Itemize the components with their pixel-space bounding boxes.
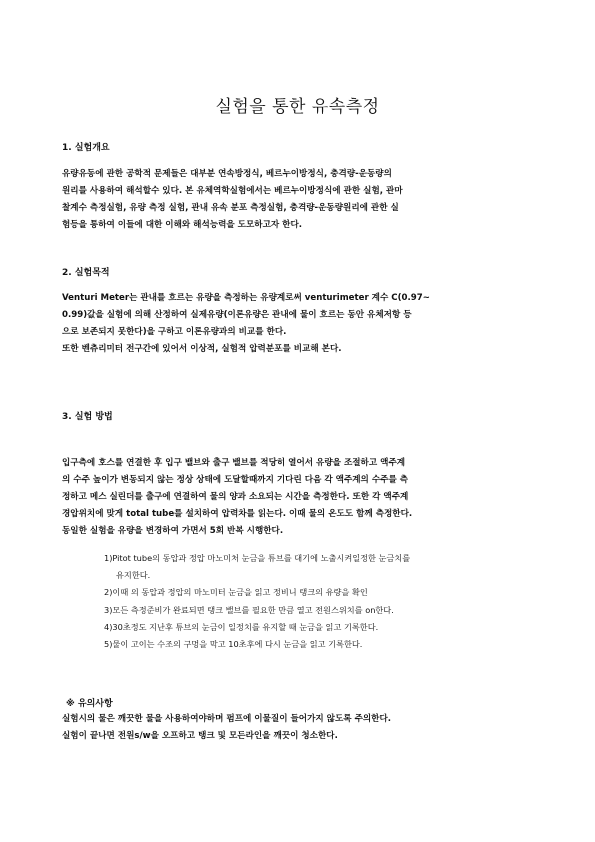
section-2-line: 으로 보존되지 못한다)을 구하고 이론유량과의 비교를 한다.: [62, 327, 287, 337]
procedure-step: 3)모든 측정준비가 완료되면 탱크 밸브를 필요한 만큼 열고 전원스위치를 on한다.: [104, 604, 394, 615]
notes-heading: ※ 유의사항: [66, 699, 113, 709]
procedure-steps-list: [104, 550, 534, 653]
document-title: 실험을 통한 유속측정: [215, 97, 380, 117]
section-1-paragraph: [62, 166, 532, 234]
notes-line: 실험시의 물은 깨끗한 물을 사용하여야하며 펌프에 이물질이 들어가지 않도록 주의한다.: [62, 714, 392, 724]
section-2-paragraph: [62, 290, 532, 358]
section-3-heading: 3. 실험 방법: [62, 412, 113, 422]
procedure-step: 1)Pitot tube의 동압과 정압 마노미처 눈금을 튜브를 대기에 노출시켜일정한 눈금치를: [104, 553, 411, 563]
procedure-step: 5)물이 고이는 수조의 구멍을 막고 10초후에 다시 눈금을 읽고 기록한다.: [104, 639, 363, 650]
section-3-line: 경압위치에 맞게 total tube를 설치하여 압력차를 읽는다. 이때 물의 온도도 함께 측정한다.: [62, 509, 413, 519]
procedure-step: 4)30초정도 지난후 튜브의 눈금이 일정치를 유지할 때 눈금을 읽고 기록한다.: [104, 621, 379, 632]
section-1-line: 찰계수 측정실험, 유량 측정 실험, 관내 유속 분포 측정실험, 충격량-운동량원리에 관한 실: [62, 203, 399, 213]
section-2-line: 0.99)값을 실험에 의해 산정하여 실제유량(이론유량은 관내에 물이 흐르는 동안 유체저항 등: [62, 310, 412, 320]
procedure-step: 2)이때 의 동압과 정압의 마노미터 눈금을 읽고 정비니 탱크의 유량을 확인: [104, 587, 368, 598]
procedure-step-continuation: 유지한다.: [116, 570, 151, 581]
notes-paragraph: [62, 711, 532, 745]
section-3-line: 동일한 실험을 유량을 변경하여 가면서 5회 반복 시행한다.: [62, 526, 284, 536]
section-2-line: Venturi Meter는 관내를 흐르는 유량을 측정하는 유량계로써 venturimeter 계수 C(0.97~: [62, 293, 430, 303]
section-2-line: 또한 벤츄리미터 전구간에 있어서 이상적, 실험적 압력분포를 비교해 본다.: [62, 344, 342, 354]
section-1-heading: 1. 실험개요: [62, 143, 110, 153]
section-1-line: 원리를 사용하여 해석할수 있다. 본 유체역학실험에서는 베르누이방정식에 관한 실험, 관마: [62, 186, 403, 196]
section-3-line: 의 수주 높이가 변동되지 않는 정상 상태에 도달할때까지 기다린 다음 각 액주계의 수주를 측: [62, 475, 409, 485]
section-2-heading: 2. 실험목적: [62, 268, 110, 278]
section-1-line: 험등을 통하여 이들에 대한 이해와 해석능력을 도모하고자 한다.: [62, 220, 303, 230]
section-3-line: 입구측에 호스를 연결한 후 입구 밸브와 출구 밸브를 적당히 열어서 유량을 조절하고 액주계: [62, 458, 406, 468]
section-1-line: 유량유동에 관한 공학적 문제들은 대부분 연속방정식, 베르누이방정식, 충격량-운동량의: [62, 169, 392, 179]
notes-line: 실험이 끝나면 전원s/w을 오프하고 탱크 및 모든라인을 깨끗이 청소한다.: [62, 731, 338, 741]
section-3-line: 정하고 메스 실린더를 출구에 연결하여 물의 양과 소요되는 시간을 측정한다. 또한 각 액주계: [62, 492, 409, 502]
section-3-paragraph: [62, 455, 532, 540]
